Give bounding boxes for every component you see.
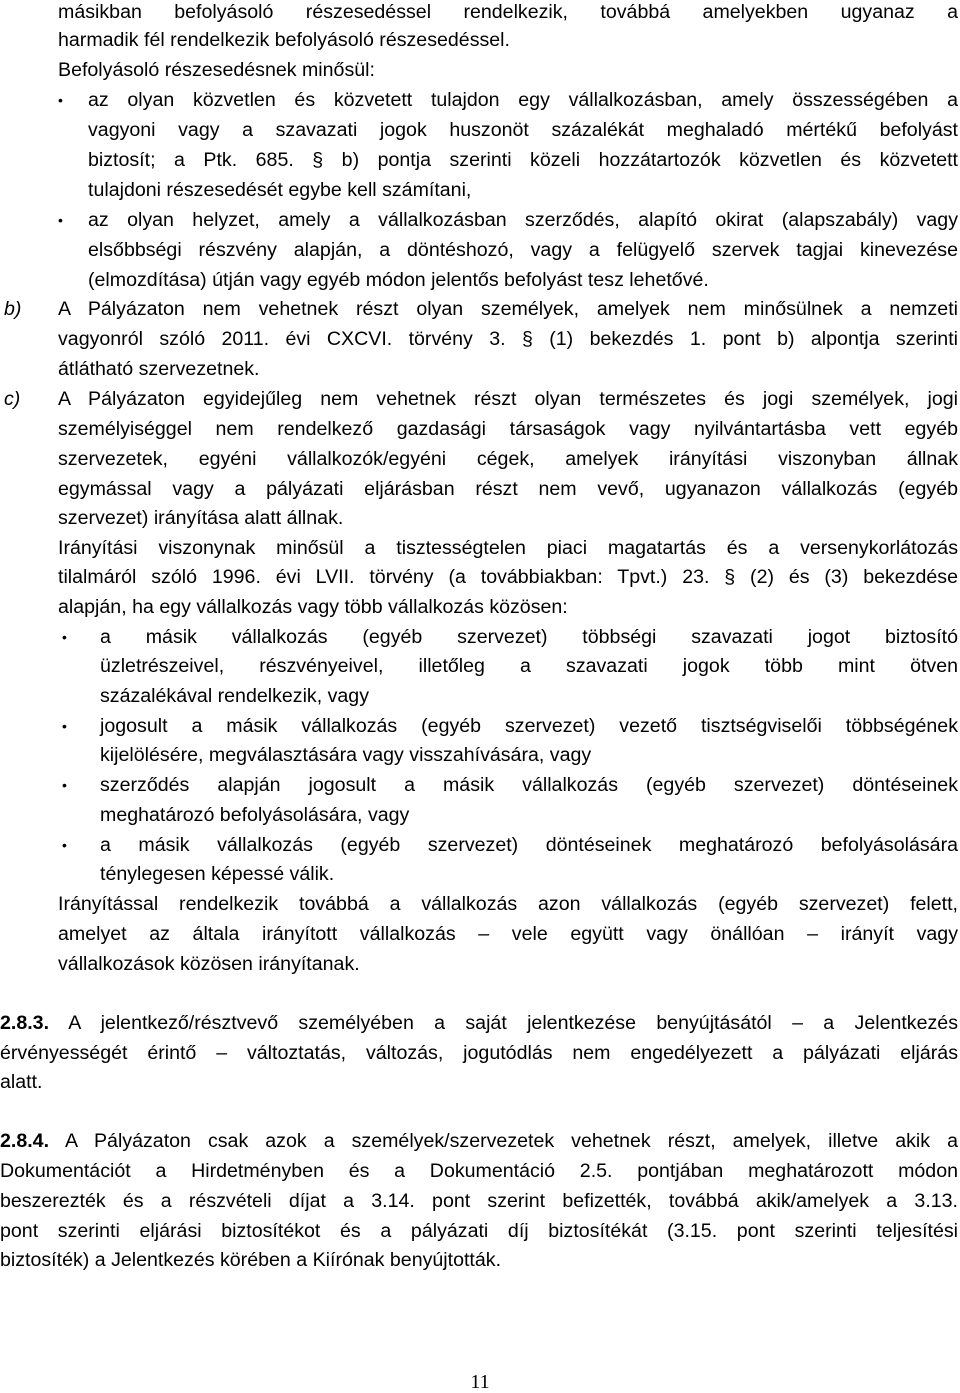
paragraph-line: A Pályázaton egyidejűleg nem vehetnek részt olyan természetes és jogi személyek, jogi: [58, 388, 958, 410]
list-item-line: ténylegesen képessé válik.: [100, 863, 335, 885]
item-marker-b: b): [4, 298, 22, 320]
bullet-icon: •: [62, 629, 67, 645]
paragraph-line: Irányítással rendelkezik továbbá a vállalkozás azon vállalkozás (egyéb szervezet) felett,: [58, 893, 958, 915]
paragraph-line: A Pályázaton nem vehetnek részt olyan személyek, amelyek nem minősülnek a nemzeti: [58, 298, 958, 320]
list-item-line: elsőbbségi részvény alapján, a döntéshozó, vagy a felügyelő szervek tagjai kinevezése: [88, 239, 958, 261]
page-number: 11: [470, 1371, 490, 1393]
list-item-line: az olyan közvetlen és közvetett tulajdon egy vállalkozásban, amely összességében a: [88, 89, 958, 111]
section-number: 2.8.4.: [0, 1130, 50, 1152]
list-item-line: tulajdoni részesedését egybe kell számítani,: [88, 179, 472, 201]
paragraph-line: amelyet az általa irányított vállalkozás – vele együtt vagy önállóan – irányít vagy: [58, 923, 958, 945]
list-item-line: (elmozdítása) útján vagy egyéb módon jelentős befolyást tesz lehetővé.: [88, 269, 709, 291]
bullet-icon: •: [62, 837, 67, 853]
list-item-line: kijelölésére, megválasztására vagy visszahívására, vagy: [100, 744, 592, 766]
paragraph-line: harmadik fél rendelkezik befolyásoló részesedéssel.: [58, 29, 510, 51]
bullet-icon: •: [58, 92, 63, 108]
section-number: 2.8.3.: [0, 1012, 50, 1034]
item-marker-c: c): [4, 388, 21, 410]
list-item-line: százalékával rendelkezik, vagy: [100, 685, 370, 707]
list-item-line: a másik vállalkozás (egyéb szervezet) döntéseinek meghatározó befolyásolására: [100, 834, 958, 856]
list-item-line: az olyan helyzet, amely a vállalkozásban szerződés, alapító okirat (alapszabály) vagy: [88, 209, 958, 231]
paragraph-line: beszerezték és a részvételi díjat a 3.14. pont szerint befizették, továbbá akik/amelyek a 3.13.: [0, 1190, 958, 1212]
list-item-line: meghatározó befolyásolására, vagy: [100, 804, 410, 826]
paragraph-line: Irányítási viszonynak minősül a tisztességtelen piaci magatartás és a versenykorlátozás: [58, 537, 958, 559]
paragraph-line: vagyonról szóló 2011. évi CXCVI. törvény 3. § (1) bekezdés 1. pont b) alpontja szerinti: [58, 328, 958, 350]
section-2-8-4-line: 2.8.4. A Pályázaton csak azok a személyek/szervezetek vehetnek részt, amelyek, illetve akik a: [0, 1130, 958, 1152]
paragraph-line: Dokumentációt a Hirdetményben és a Dokumentáció 2.5. pontjában meghatározott módon: [0, 1160, 958, 1182]
list-item-line: a másik vállalkozás (egyéb szervezet) többségi szavazati jogot biztosító: [100, 626, 958, 648]
paragraph-line: tilalmáról szóló 1996. évi LVII. törvény (a továbbiakban: Tpvt.) 23. § (2) és (3) bekezdése: [58, 566, 958, 588]
paragraph-line: egymással vagy a pályázati eljárásban részt nem vevő, ugyanazon vállalkozás (egyéb: [58, 478, 958, 500]
list-item-line: jogosult a másik vállalkozás (egyéb szervezet) vezető tisztségviselői többségének: [100, 715, 958, 737]
paragraph-line: alatt.: [0, 1071, 43, 1093]
paragraph-line: szervezetek, egyéni vállalkozók/egyéni cégek, amelyek irányítási viszonyban állnak: [58, 448, 958, 470]
paragraph-line: másikban befolyásoló részesedéssel rendelkezik, továbbá amelyekben ugyanaz a: [58, 1, 958, 23]
paragraph-line: átlátható szervezetnek.: [58, 358, 260, 380]
section-2-8-3-line: 2.8.3. A jelentkező/résztvevő személyében a saját jelentkezése benyújtásától – a Jelentkezés: [0, 1012, 958, 1034]
list-item-line: szerződés alapján jogosult a másik vállalkozás (egyéb szervezet) döntéseinek: [100, 774, 958, 796]
paragraph-line: pont szerinti eljárási biztosítékot és a pályázati díj biztosítékát (3.15. pont szerinti teljesítési: [0, 1220, 958, 1242]
paragraph-line: vállalkozások közösen irányítanak.: [58, 953, 360, 975]
bullet-icon: •: [62, 777, 67, 793]
list-item-line: vagyoni vagy a szavazati jogok huszonöt százalékát meghaladó mértékű befolyást: [88, 119, 958, 141]
bullet-icon: •: [58, 212, 63, 228]
paragraph-line: személyiséggel nem rendelkező gazdasági társaságok vagy nyilvántartásba vett egyéb: [58, 418, 958, 440]
paragraph-line: alapján, ha egy vállalkozás vagy több vállalkozás közösen:: [58, 596, 568, 618]
list-item-line: biztosít; a Ptk. 685. § b) pontja szerinti közeli hozzátartozók közvetlen és közvetett: [88, 149, 958, 171]
paragraph-line: szervezet) irányítása alatt állnak.: [58, 507, 344, 529]
paragraph-line: biztosíték) a Jelentkezés körében a Kiírónak benyújtották.: [0, 1249, 502, 1271]
paragraph-line: Befolyásoló részesedésnek minősül:: [58, 59, 375, 81]
list-item-line: üzletrészeivel, részvényeivel, illetőleg a szavazati jogok több mint ötven: [100, 655, 958, 677]
bullet-icon: •: [62, 718, 67, 734]
paragraph-line: érvényességét érintő – változtatás, változás, jogutódlás nem engedélyezett a pályázati eljárás: [0, 1042, 958, 1064]
